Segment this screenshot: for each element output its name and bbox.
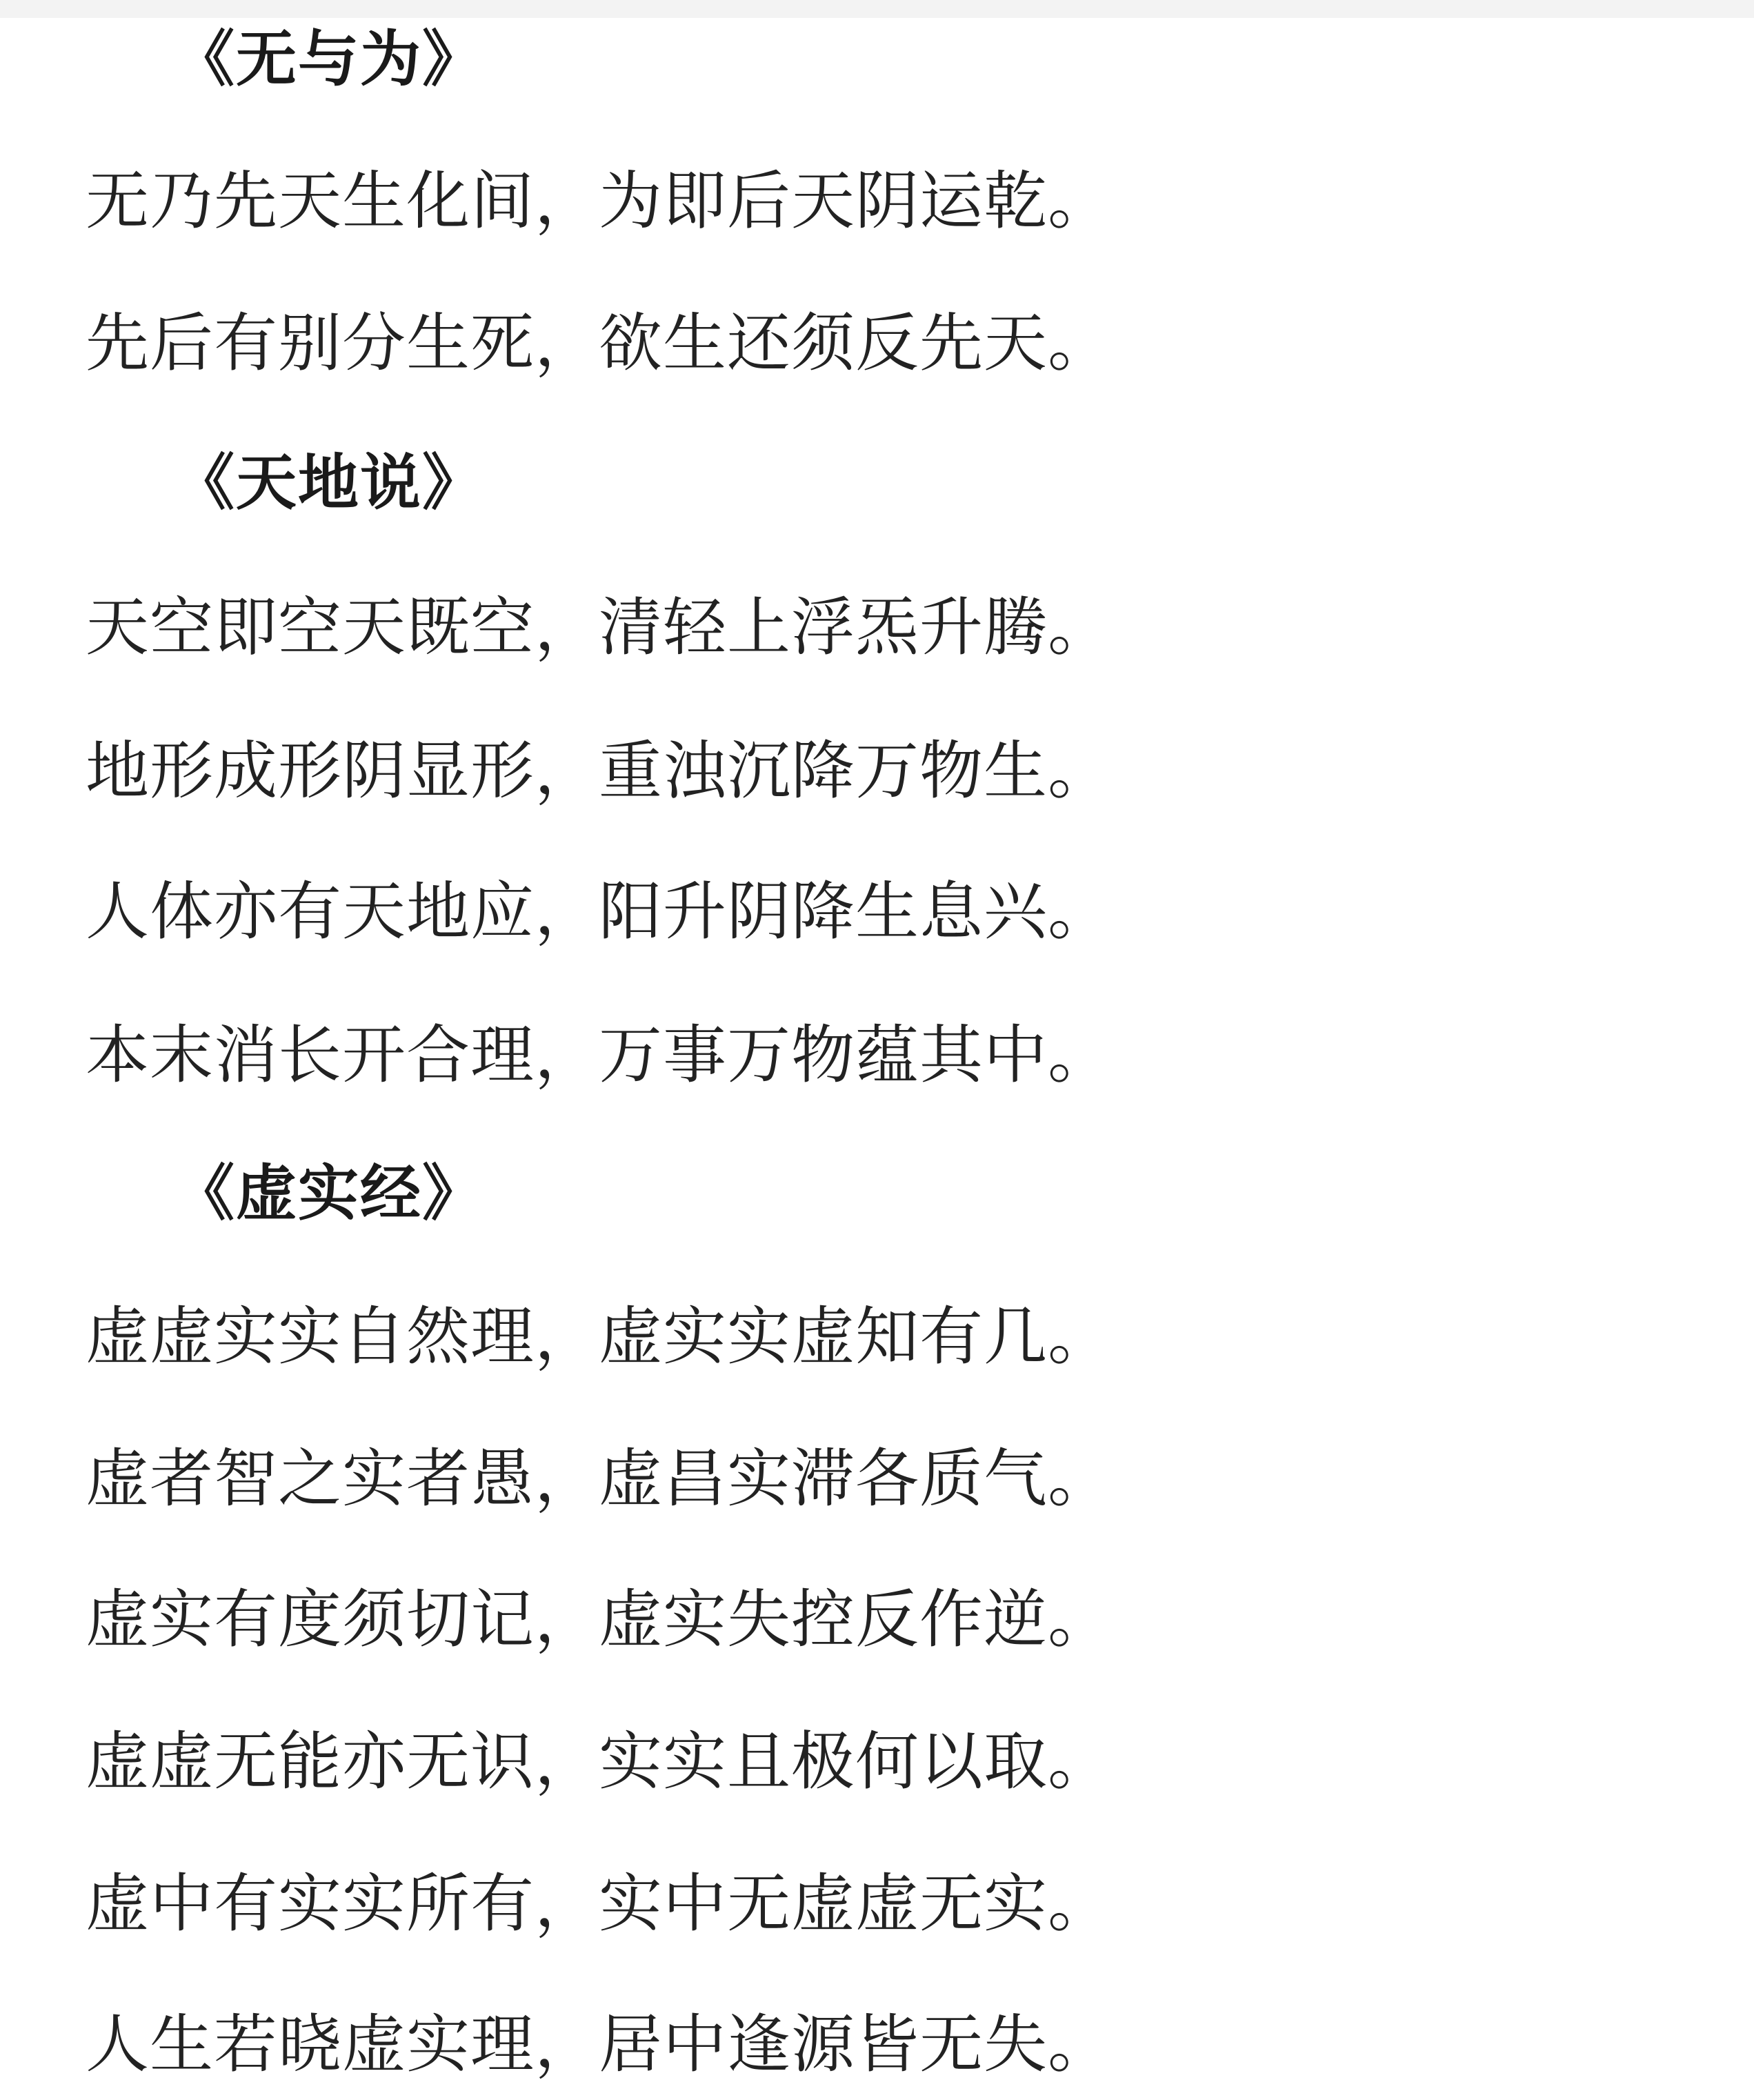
poem-line: 先后有别分生死，欲生还须反先天。 [86,306,1113,380]
poem-line: 无乃先天生化间，为即后天阴运乾。 [86,164,1113,238]
poem-line: 人生若晓虚实理，居中逢源皆无失。 [86,2008,1113,2081]
poem-line: 天空即空天既空，清轻上浮炁升腾。 [86,591,1113,664]
poem-title: 《虚实经》 [174,1158,485,1229]
poem-line: 本末消长开合理，万事万物蕴其中。 [86,1018,1113,1092]
poem-title: 《无与为》 [174,23,485,95]
poem-line: 虚虚无能亦无识，实实且极何以取。 [86,1725,1113,1799]
poem-line: 地形成形阴显形，重浊沉降万物生。 [86,734,1113,808]
poem-line: 人体亦有天地应，阳升阴降生息兴。 [86,875,1113,949]
poem-title: 《天地说》 [174,447,485,518]
poem-line: 虚实有度须切记，虚实失控反作逆。 [86,1583,1113,1656]
poem-line: 虚虚实实自然理，虚实实虚知有几。 [86,1300,1113,1374]
poem-line: 虚中有实实所有，实中无虚虚无实。 [86,1867,1113,1941]
poem-line: 虚者智之实者愚，虚昌实滞各质气。 [86,1442,1113,1516]
top-scroll-strip [0,0,1754,18]
